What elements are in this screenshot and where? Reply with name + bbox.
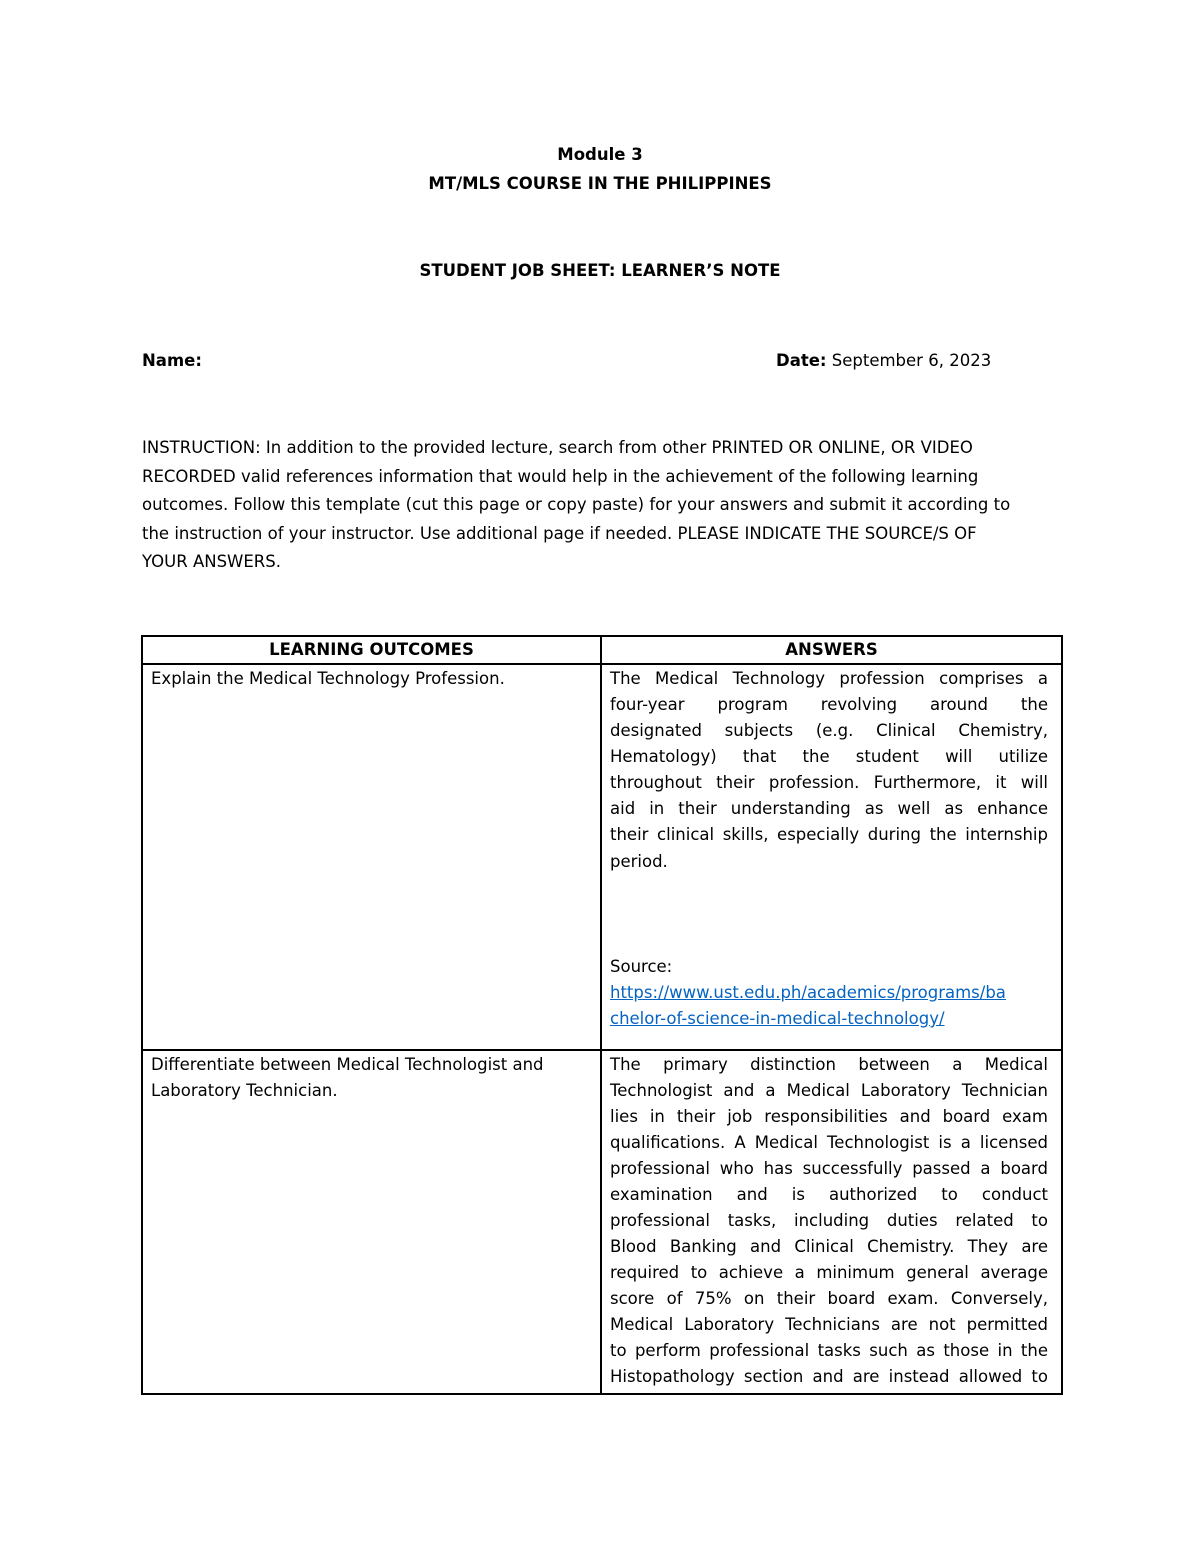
outcome-cell bbox=[142, 1050, 601, 1394]
outcome-text: Differentiate between Medical Technologist and bbox=[151, 1055, 544, 1074]
answer-line: qualifications. A Medical Technologist is a licensed bbox=[610, 1133, 1048, 1152]
answer-line: period. bbox=[610, 852, 668, 871]
answer-line: required to achieve a minimum general average bbox=[610, 1263, 1048, 1282]
answer-line: examination and is authorized to conduct bbox=[610, 1185, 1048, 1204]
answer-line: lies in their job responsibilities and board exam bbox=[610, 1107, 1048, 1126]
answer-line: score of 75% on their board exam. Conversely, bbox=[610, 1289, 1048, 1308]
date-value: September 6, 2023 bbox=[826, 351, 992, 370]
table-row bbox=[142, 1050, 1062, 1394]
answer-line: their clinical skills, especially during the internship bbox=[610, 825, 1048, 844]
name-label: Name: bbox=[142, 351, 202, 370]
instruction-paragraph bbox=[142, 434, 1072, 577]
answer-line: Technologist and a Medical Laboratory Technician bbox=[610, 1081, 1048, 1100]
answer-line: Blood Banking and Clinical Chemistry. They are bbox=[610, 1237, 1048, 1256]
header-learning-outcomes: LEARNING OUTCOMES bbox=[142, 636, 601, 664]
instruction-line: the instruction of your instructor. Use additional page if needed. PLEASE INDICATE THE SOURCE/S OF bbox=[142, 523, 977, 543]
course-heading: MT/MLS COURSE IN THE PHILIPPINES bbox=[428, 174, 772, 193]
outcome-text: Explain the Medical Technology Profession. bbox=[151, 669, 505, 688]
instruction-line: outcomes. Follow this template (cut this page or copy paste) for your answers and submit it according to bbox=[142, 495, 1011, 515]
answer-line: four-year program revolving around the bbox=[610, 695, 1048, 714]
instruction-line: INSTRUCTION: In addition to the provided lecture, search from other PRINTED OR ONLINE, OR VIDEO bbox=[142, 438, 973, 457]
table-row bbox=[142, 664, 1062, 1050]
answer-line: designated subjects (e.g. Clinical Chemistry, bbox=[610, 721, 1048, 740]
outcome-text: Laboratory Technician. bbox=[151, 1081, 338, 1100]
instruction-line: YOUR ANSWERS. bbox=[142, 552, 281, 572]
module-heading: Module 3 bbox=[557, 145, 643, 164]
learning-outcomes-table bbox=[141, 635, 1063, 1395]
sheet-title: STUDENT JOB SHEET: LEARNER’S NOTE bbox=[419, 261, 781, 280]
answer-line: Hematology) that the student will utilize bbox=[610, 747, 1048, 766]
date-label: Date: bbox=[776, 351, 827, 370]
answer-line: professional who has successfully passed a board bbox=[610, 1159, 1048, 1178]
answer-cell bbox=[601, 1050, 1062, 1394]
instruction-line: RECORDED valid references information that would help in the achievement of the following learning bbox=[142, 466, 979, 486]
table-header-row bbox=[142, 636, 1062, 664]
outcome-cell bbox=[142, 664, 601, 1050]
source-link[interactable]: chelor-of-science-in-medical-technology/ bbox=[610, 1009, 945, 1028]
date-field bbox=[776, 351, 991, 370]
answer-line: aid in their understanding as well as enhance bbox=[610, 799, 1048, 818]
header-answers: ANSWERS bbox=[601, 636, 1062, 664]
answer-line: Medical Laboratory Technicians are not permitted bbox=[610, 1315, 1048, 1334]
source-link[interactable]: https://www.ust.edu.ph/academics/programs/ba bbox=[610, 983, 1006, 1002]
answer-line: to perform professional tasks such as those in the bbox=[610, 1341, 1048, 1360]
answer-line: The Medical Technology profession comprises a bbox=[610, 669, 1048, 688]
answer-line: professional tasks, including duties related to bbox=[610, 1211, 1048, 1230]
answer-line: throughout their profession. Furthermore, it will bbox=[610, 773, 1048, 792]
answer-line: Histopathology section and are instead allowed to bbox=[610, 1367, 1048, 1386]
source-label: Source: bbox=[610, 957, 673, 976]
answer-line: The primary distinction between a Medical bbox=[610, 1055, 1048, 1074]
name-field bbox=[142, 351, 202, 370]
answer-cell bbox=[601, 664, 1062, 1050]
